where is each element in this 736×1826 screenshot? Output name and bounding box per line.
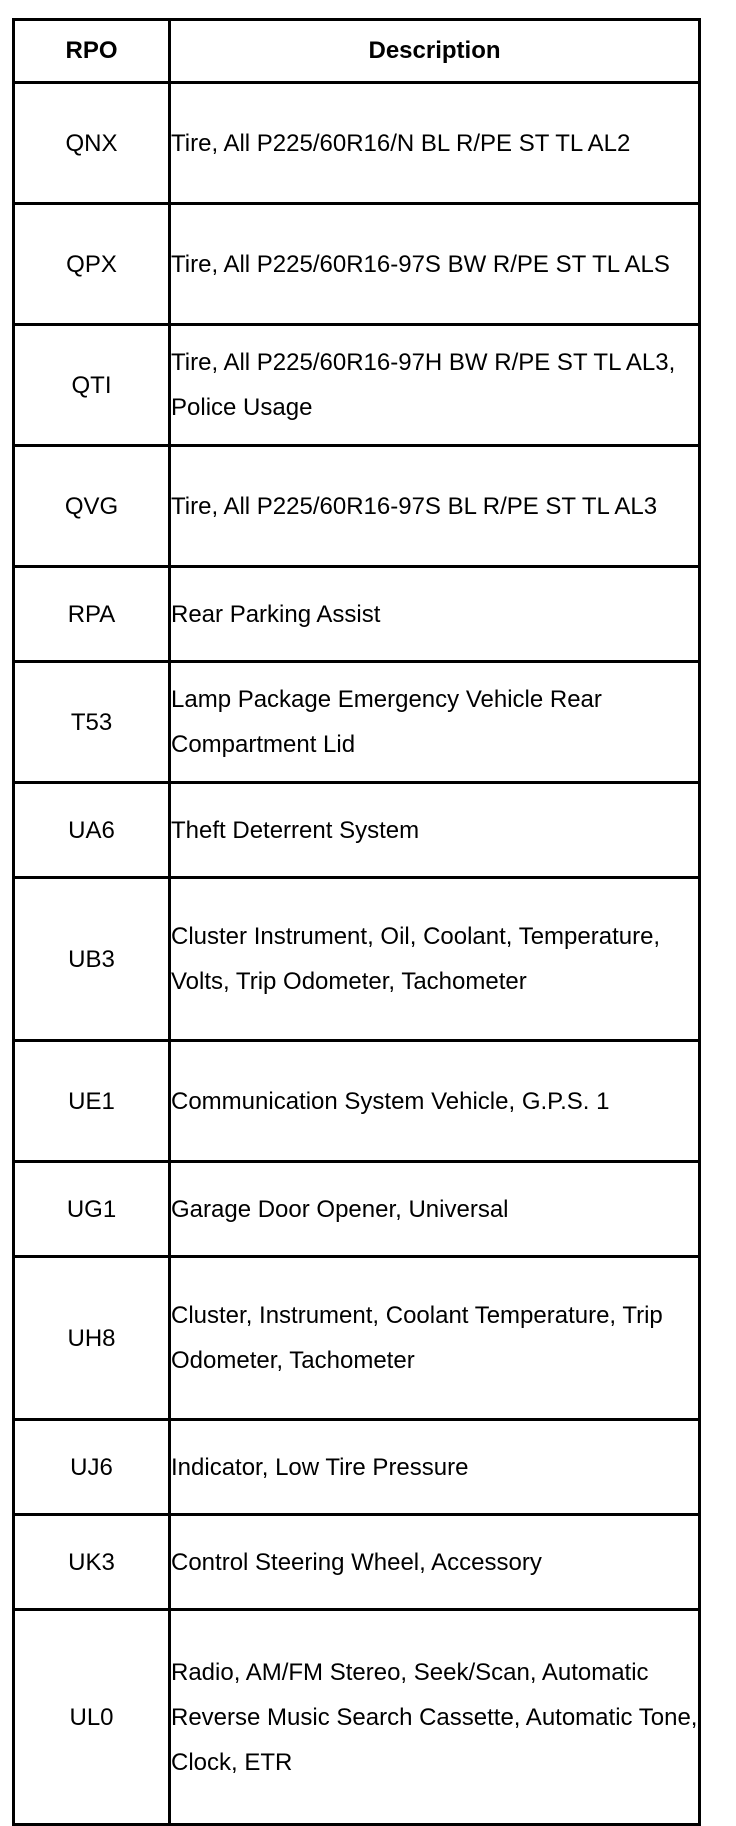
header-description: Description	[170, 20, 700, 83]
rpo-code: QVG	[14, 446, 170, 567]
rpo-description: Lamp Package Emergency Vehicle Rear Compartment Lid	[170, 662, 700, 783]
rpo-description: Radio, AM/FM Stereo, Seek/Scan, Automatic Reverse Music Search Cassette, Automatic Tone, Clock, ETR	[170, 1610, 700, 1825]
rpo-description: Indicator, Low Tire Pressure	[170, 1420, 700, 1515]
rpo-code: UH8	[14, 1257, 170, 1420]
rpo-code: UB3	[14, 878, 170, 1041]
table-row	[14, 567, 700, 662]
table-row	[14, 1041, 700, 1162]
rpo-code: T53	[14, 662, 170, 783]
table-row	[14, 204, 700, 325]
rpo-description: Communication System Vehicle, G.P.S. 1	[170, 1041, 700, 1162]
rpo-description: Garage Door Opener, Universal	[170, 1162, 700, 1257]
rpo-code: UA6	[14, 783, 170, 878]
rpo-code: RPA	[14, 567, 170, 662]
rpo-code: UL0	[14, 1610, 170, 1825]
table-row	[14, 1420, 700, 1515]
table-row	[14, 1515, 700, 1610]
rpo-code: UG1	[14, 1162, 170, 1257]
table-row	[14, 1257, 700, 1420]
rpo-description: Cluster Instrument, Oil, Coolant, Temperature, Volts, Trip Odometer, Tachometer	[170, 878, 700, 1041]
rpo-description: Rear Parking Assist	[170, 567, 700, 662]
rpo-description: Tire, All P225/60R16-97S BL R/PE ST TL AL3	[170, 446, 700, 567]
table-row	[14, 325, 700, 446]
rpo-code: QNX	[14, 83, 170, 204]
rpo-description: Cluster, Instrument, Coolant Temperature, Trip Odometer, Tachometer	[170, 1257, 700, 1420]
rpo-table	[12, 18, 701, 1826]
rpo-code: QTI	[14, 325, 170, 446]
rpo-document	[12, 18, 698, 1826]
rpo-description: Tire, All P225/60R16/N BL R/PE ST TL AL2	[170, 83, 700, 204]
table-row	[14, 662, 700, 783]
rpo-description: Tire, All P225/60R16-97S BW R/PE ST TL ALS	[170, 204, 700, 325]
table-row	[14, 783, 700, 878]
rpo-description: Theft Deterrent System	[170, 783, 700, 878]
table-row	[14, 878, 700, 1041]
rpo-description: Tire, All P225/60R16-97H BW R/PE ST TL AL3, Police Usage	[170, 325, 700, 446]
rpo-code: QPX	[14, 204, 170, 325]
table-row	[14, 446, 700, 567]
rpo-code: UE1	[14, 1041, 170, 1162]
rpo-description: Control Steering Wheel, Accessory	[170, 1515, 700, 1610]
table-header-row	[14, 20, 700, 83]
rpo-code: UJ6	[14, 1420, 170, 1515]
table-row	[14, 83, 700, 204]
rpo-code: UK3	[14, 1515, 170, 1610]
table-row	[14, 1162, 700, 1257]
header-rpo: RPO	[14, 20, 170, 83]
table-row	[14, 1610, 700, 1825]
